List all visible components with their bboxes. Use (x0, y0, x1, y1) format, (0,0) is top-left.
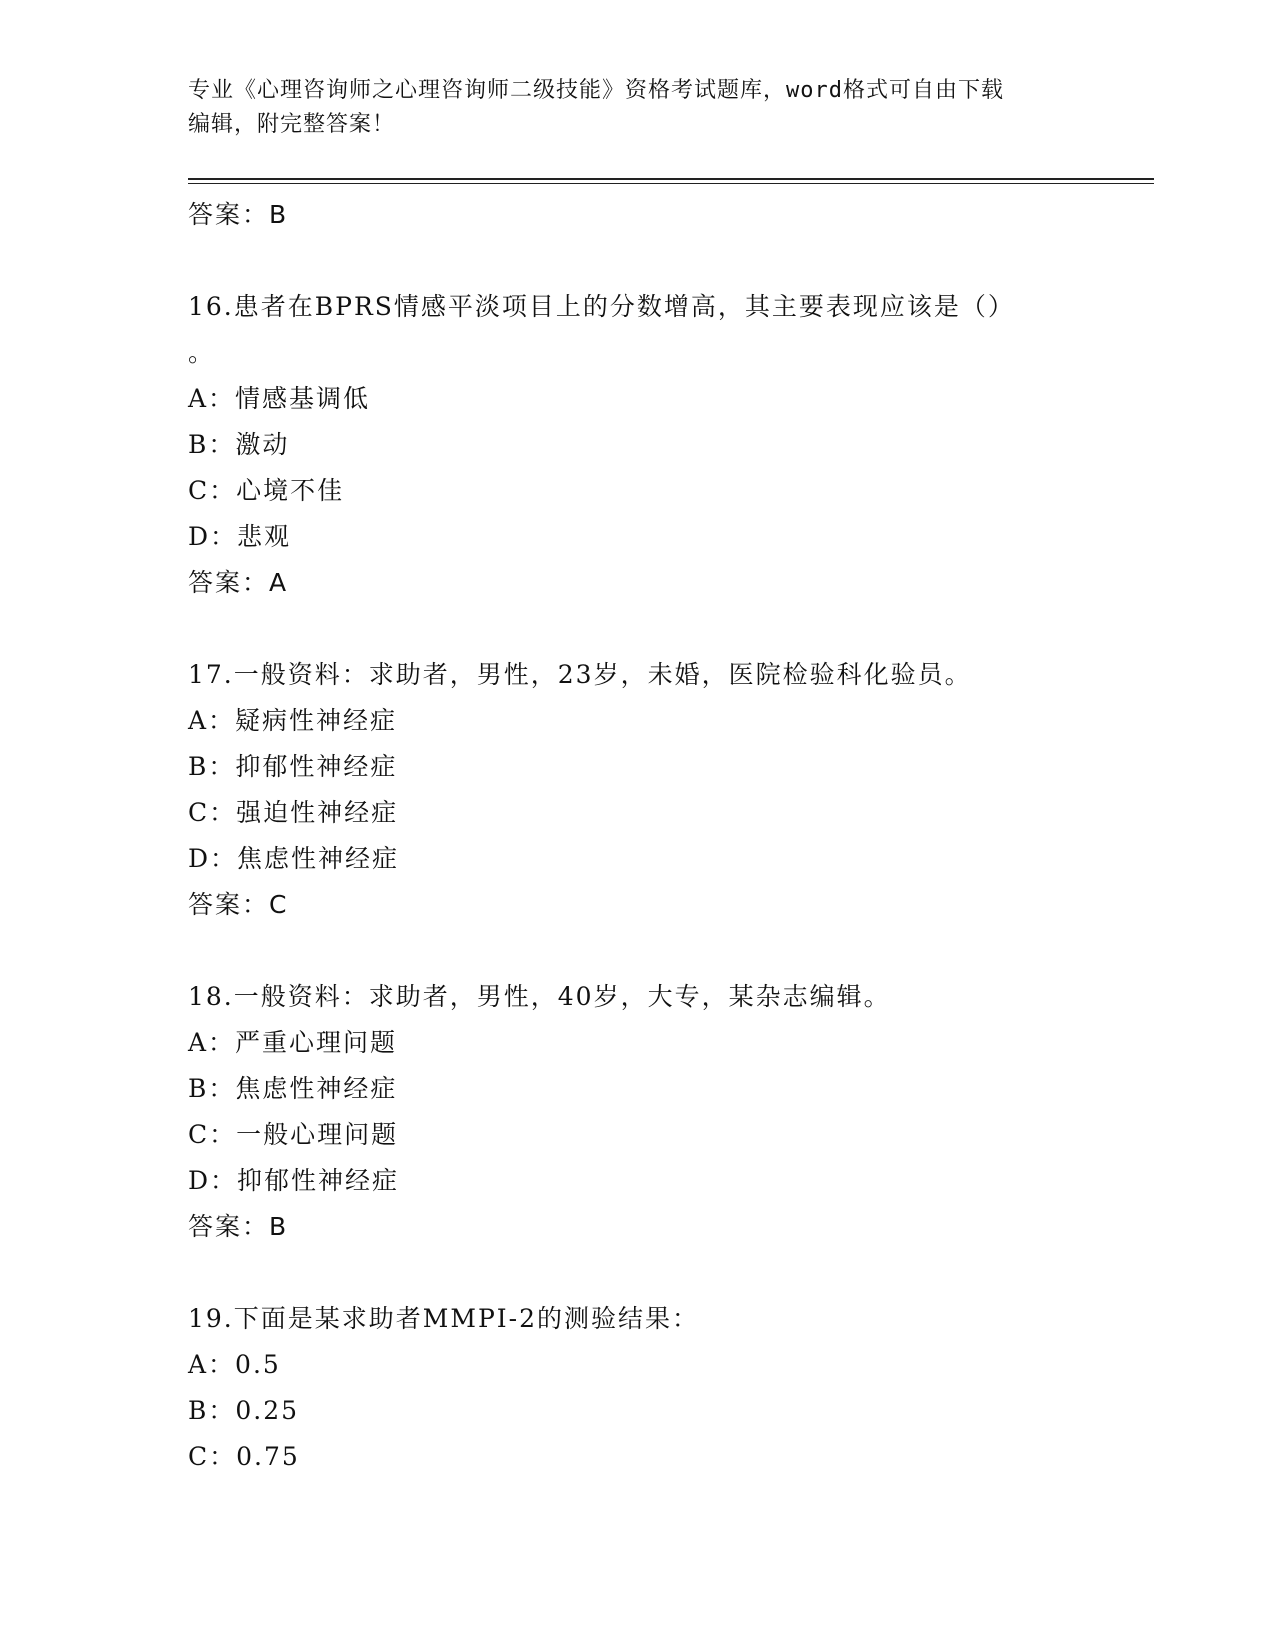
answer-line: 答案：C (188, 890, 289, 919)
option-c: C：强迫性神经症 (188, 798, 399, 827)
option-c: C：0.75 (188, 1442, 300, 1471)
question-19 (188, 1296, 1088, 1480)
option-a: A：疑病性神经症 (188, 706, 398, 735)
header-line-2: 编辑，附完整答案！ (188, 112, 396, 137)
option-c: C：一般心理问题 (188, 1120, 399, 1149)
option-a: A：严重心理问题 (188, 1028, 398, 1057)
question-stem: 17.一般资料：求助者，男性，23岁，未婚，医院检验科化验员。 (188, 660, 972, 689)
question-18 (188, 974, 1088, 1250)
question-stem: 16.患者在BPRS情感平淡项目上的分数增高，其主要表现应该是（） (188, 292, 1015, 321)
question-17 (188, 652, 1088, 928)
answer-line: 答案：A (188, 568, 289, 597)
answer-line: 答案：B (188, 200, 289, 229)
option-b: B：焦虑性神经症 (188, 1074, 398, 1103)
option-b: B：激动 (188, 430, 290, 459)
question-list (188, 192, 1088, 1480)
header-divider-thin (188, 183, 1154, 184)
header-divider-thick (188, 178, 1154, 180)
document-header (188, 74, 1088, 142)
question-16 (188, 284, 1088, 606)
option-b: B：0.25 (188, 1396, 300, 1425)
question-stem: 18.一般资料：求助者，男性，40岁，大专，某杂志编辑。 (188, 982, 891, 1011)
option-d: D：悲观 (188, 522, 292, 551)
option-c: C：心境不佳 (188, 476, 345, 505)
header-line-1: 专业《心理咨询师之心理咨询师二级技能》资格考试题库，word格式可自由下载 (188, 78, 1004, 103)
question-stem-continued: 。 (188, 338, 216, 367)
option-d: D：抑郁性神经症 (188, 1166, 400, 1195)
answer-line: 答案：B (188, 1212, 289, 1241)
question-stem: 19.下面是某求助者MMPI-2的测验结果： (188, 1304, 700, 1333)
option-a: A：情感基调低 (188, 384, 371, 413)
option-a: A：0.5 (188, 1350, 281, 1379)
option-d: D：焦虑性神经症 (188, 844, 400, 873)
option-b: B：抑郁性神经症 (188, 752, 398, 781)
